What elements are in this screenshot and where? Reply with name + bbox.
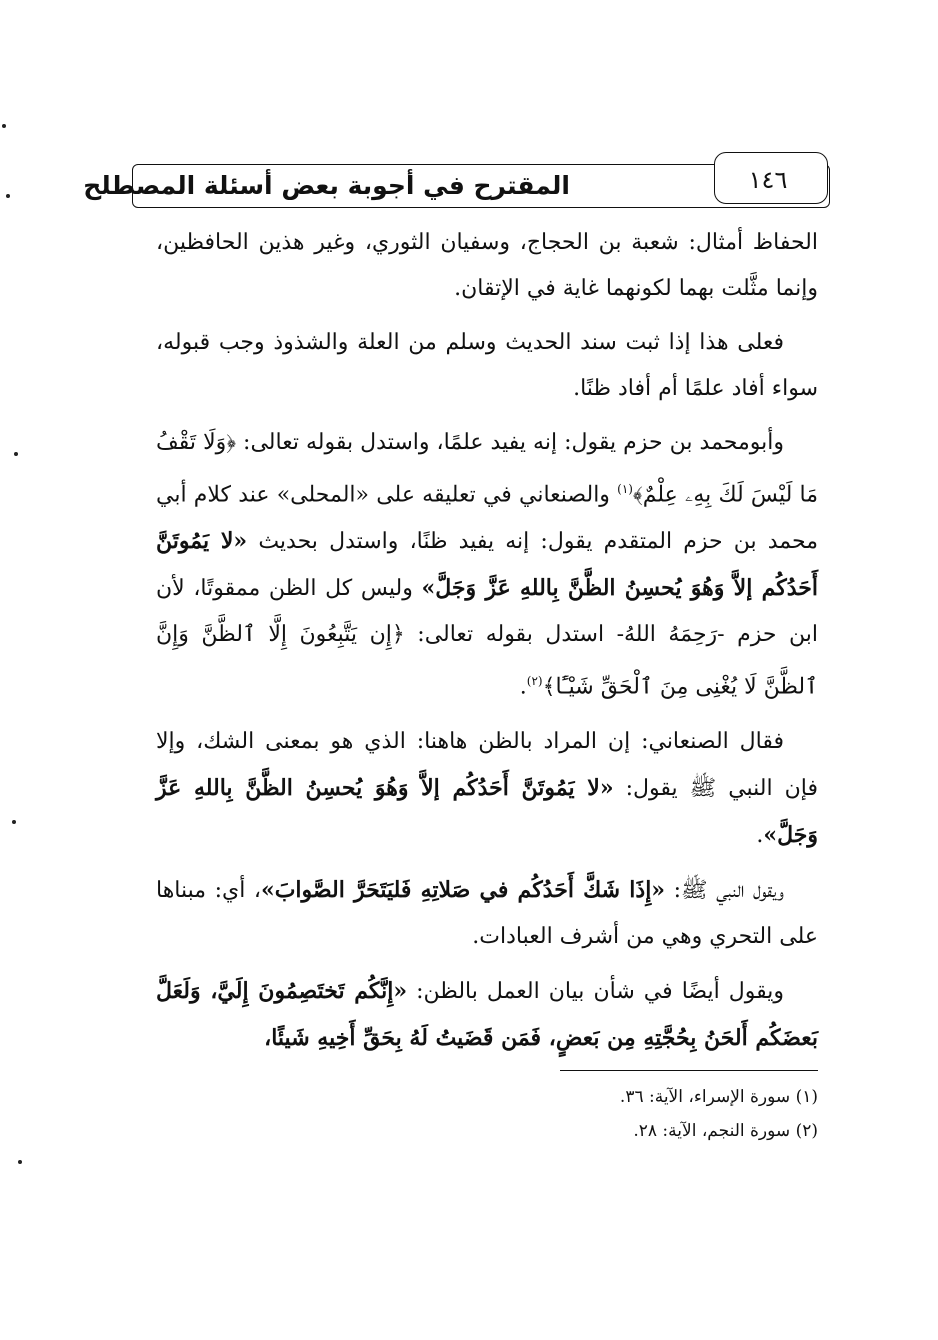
paragraph-3-text-a: وأبومحمد بن حزم يقول: إنه يفيد علمًا، واستدل بقوله تعالى:	[236, 430, 784, 455]
footnote-marker-1: (١)	[617, 482, 633, 496]
paragraph-2-text: فعلى هذا إذا ثبت سند الحديث وسلم من العلة والشذوذ وجب قبوله، سواء أفاد علمًا أم أفاد ظنًا.	[156, 330, 818, 401]
paragraph-1	[156, 220, 818, 312]
page-body	[156, 220, 818, 1070]
paragraph-3-text-c: وليس كل الظن ممقوتًا، لأن ابن حزم -رَحِمَهُ اللهُ- استدل بقوله تعالى:	[156, 576, 819, 648]
paragraph-5-text-a: ويقول النبي ﷺ:	[665, 877, 784, 903]
scan-speck	[14, 452, 18, 456]
paragraph-3-text-b: والصنعاني في تعليقه على «المحلى» عند كلام أبي محمد بن حزم المتقدم يقول: إنه يفيد ظنًا، واستدل بحديث	[156, 482, 818, 555]
footnotes	[440, 1080, 818, 1148]
paragraph-4	[156, 719, 818, 859]
paragraph-6	[156, 968, 818, 1062]
hadith-1: «لا يَمُوتَنَّ أَحَدُكُم إلاَّ وَهُوَ يُحسِنُ الظَّنَّ بِاللهِ عَزَّ وَجَلَّ»	[156, 528, 818, 602]
paragraph-1-text: الحفاظ أمثال: شعبة بن الحجاج، وسفيان الثوري، وغير هذين الحافظين، وإنما مثَّلت بهما لكونهما غاية في الإتقان.	[156, 230, 818, 301]
quran-verse-2: ﴿إِن يَتَّبِعُونَ إِلَّا ٱلظَّنَّ وَإِنَّ ٱلظَّنَّ لَا يُغْنِى مِنَ ٱلْحَقِّ شَيْـًٔا﴾	[156, 622, 818, 700]
footnote-marker-2: (٢)	[526, 674, 543, 689]
hadith-4: «إِنَّكُم تَختَصِمُونَ إِلَيَّ، وَلَعَلَّ بَعضَكُم أَلحَنُ بِحُجَّتِهِ مِن بَعضٍ، فَمَن قَضَيتُ لَهُ بِحَقِّ أَخِيهِ شَيئًا،	[156, 977, 818, 1051]
paragraph-2	[156, 320, 818, 412]
scan-speck	[12, 820, 16, 824]
paragraph-3-text-d: .	[519, 674, 527, 700]
paragraph-6-text-a: ويقول أيضًا في شأن بيان العمل بالظن:	[407, 978, 784, 1004]
hadith-3: «إِذَا شَكَّ أَحَدُكُم في صَلاتِهِ فَليَتَحَرَّ الصَّوابَ»	[260, 876, 666, 903]
paragraph-3	[156, 420, 818, 711]
scan-speck	[18, 1160, 22, 1164]
footnote-1: (١) سورة الإسراء، الآية: ٣٦.	[619, 1087, 818, 1107]
hadith-2: «لا يَمُوتَنَّ أَحَدُكُم إلاَّ وَهُوَ يُحسِنُ الظَّنَّ بِاللهِ عَزَّ وَجَلَّ»	[156, 774, 818, 848]
paragraph-4-text-a: فقال الصنعاني: إن المراد بالظن هاهنا: الذي هو بمعنى الشك، وإلا فإن النبي ﷺ يقول:	[156, 728, 819, 801]
scan-speck	[6, 194, 10, 198]
paragraph-4-text-b: .	[756, 822, 764, 848]
footnote-separator	[560, 1070, 818, 1071]
footnote-2: (٢) سورة النجم، الآية: ٢٨.	[633, 1121, 818, 1141]
page-number: ١٤٦	[748, 166, 788, 194]
scan-speck	[2, 124, 6, 128]
running-header-title: المقترح في أجوبة بعض أسئلة المصطلح	[83, 171, 570, 200]
paragraph-5	[156, 867, 818, 960]
paragraph-5-text-b: ، أي: مبناها على التحري وهي من أشرف العبادات.	[156, 877, 818, 949]
quran-verse-1: ﴿وَلَا تَقْفُ مَا لَيْسَ لَكَ بِهِۦ عِلْمٌ﴾	[156, 430, 819, 508]
